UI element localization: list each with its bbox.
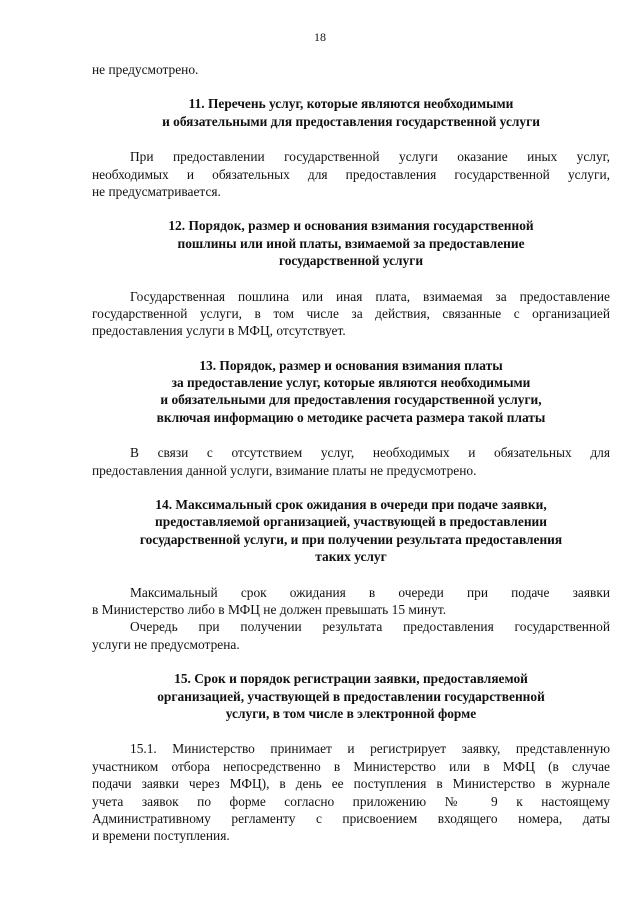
paragraph — [92, 444, 610, 479]
spacer — [92, 722, 610, 740]
paragraph-line: предоставления услуги в МФЦ, отсутствует. — [92, 323, 346, 339]
paragraph-line: услуги не предусмотрена. — [92, 636, 240, 652]
paragraph — [92, 584, 610, 619]
section-heading — [92, 357, 610, 427]
paragraph-line: учета заявок по форме согласно приложению № 9 к настоящему — [92, 793, 610, 809]
section-14 — [92, 479, 610, 653]
heading-line: 12. Порядок, размер и основания взимания государственной — [168, 218, 534, 234]
heading-line: услуги, в том числе в электронной форме — [225, 705, 477, 721]
paragraph-line: и времени поступления. — [92, 828, 230, 844]
paragraph-line: 15.1. Министерство принимает и регистрирует заявку, представленную — [130, 741, 610, 757]
paragraph — [92, 618, 610, 653]
heading-line: предоставляемой организацией, участвующей в предоставлении — [155, 514, 547, 530]
spacer — [92, 426, 610, 444]
spacer — [92, 566, 610, 584]
section-11 — [92, 78, 610, 200]
paragraph — [92, 288, 610, 340]
heading-line: таких услуг — [315, 549, 387, 565]
paragraph-line: необходимых и обязательных для предоставления государственной услуги, — [92, 166, 610, 182]
intro-line: не предусмотрено. — [92, 62, 199, 77]
section-12 — [92, 200, 610, 339]
paragraph-line: При предоставлении государственной услуги оказание иных услуг, — [130, 149, 610, 165]
spacer — [92, 200, 610, 217]
paragraph-line: подачи заявки через МФЦ), в день ее поступления в Министерство в журнале — [92, 776, 610, 792]
paragraph-line: Государственная пошлина или иная плата, взимаемая за предоставление — [130, 288, 610, 304]
sections-container — [92, 78, 610, 844]
spacer — [92, 653, 610, 670]
paragraph — [92, 740, 610, 844]
heading-line: за предоставление услуг, которые являются необходимыми — [171, 375, 531, 391]
paragraph-line: не предусматривается. — [92, 183, 221, 199]
heading-line: 13. Порядок, размер и основания взимания платы — [199, 357, 503, 373]
section-15 — [92, 653, 610, 845]
heading-line: и обязательными для предоставления государственной услуги, — [160, 392, 542, 408]
spacer — [92, 270, 610, 288]
section-heading — [92, 95, 610, 130]
paragraph-line: Административному регламенту с присвоением входящего номера, даты — [92, 810, 610, 826]
spacer — [92, 78, 610, 95]
heading-line: 11. Перечень услуг, которые являются необходимыми — [188, 96, 514, 112]
heading-line: 14. Максимальный срок ожидания в очереди при подаче заявки, — [155, 497, 547, 513]
paragraph-line: В связи с отсутствием услуг, необходимых и обязательных для — [130, 445, 610, 461]
spacer — [92, 340, 610, 357]
document-body — [92, 61, 610, 845]
spacer — [92, 479, 610, 496]
paragraph-line: предоставления данной услуги, взимание платы не предусмотрено. — [92, 462, 477, 478]
spacer — [92, 130, 610, 148]
section-13 — [92, 340, 610, 479]
heading-line: и обязательными для предоставления государственной услуги — [162, 113, 540, 129]
heading-line: пошлины или иной платы, взимаемой за предоставление — [177, 235, 525, 251]
heading-line: 15. Срок и порядок регистрации заявки, предоставляемой — [174, 671, 528, 687]
heading-line: организацией, участвующей в предоставлении государственной — [157, 688, 545, 704]
section-heading — [92, 496, 610, 566]
paragraph-line: государственной услуги, в том числе за действия, связанные с организацией — [92, 305, 610, 321]
section-heading — [92, 670, 610, 722]
heading-line: включая информацию о методике расчета размера такой платы — [156, 409, 546, 425]
paragraph-line: Очередь при получении результата предоставления государственной — [130, 619, 610, 635]
paragraph-line: Максимальный срок ожидания в очереди при подаче заявки — [130, 584, 610, 600]
paragraph-line: в Министерство либо в МФЦ не должен превышать 15 минут. — [92, 601, 447, 617]
section-heading — [92, 217, 610, 269]
paragraph — [92, 148, 610, 200]
heading-line: государственной услуги — [278, 253, 424, 269]
paragraph-line: участником отбора непосредственно в Министерство или в МФЦ (в случае — [92, 758, 610, 774]
page-number: 18 — [314, 30, 326, 44]
heading-line: государственной услуги, и при получении результата предоставления — [139, 531, 563, 547]
